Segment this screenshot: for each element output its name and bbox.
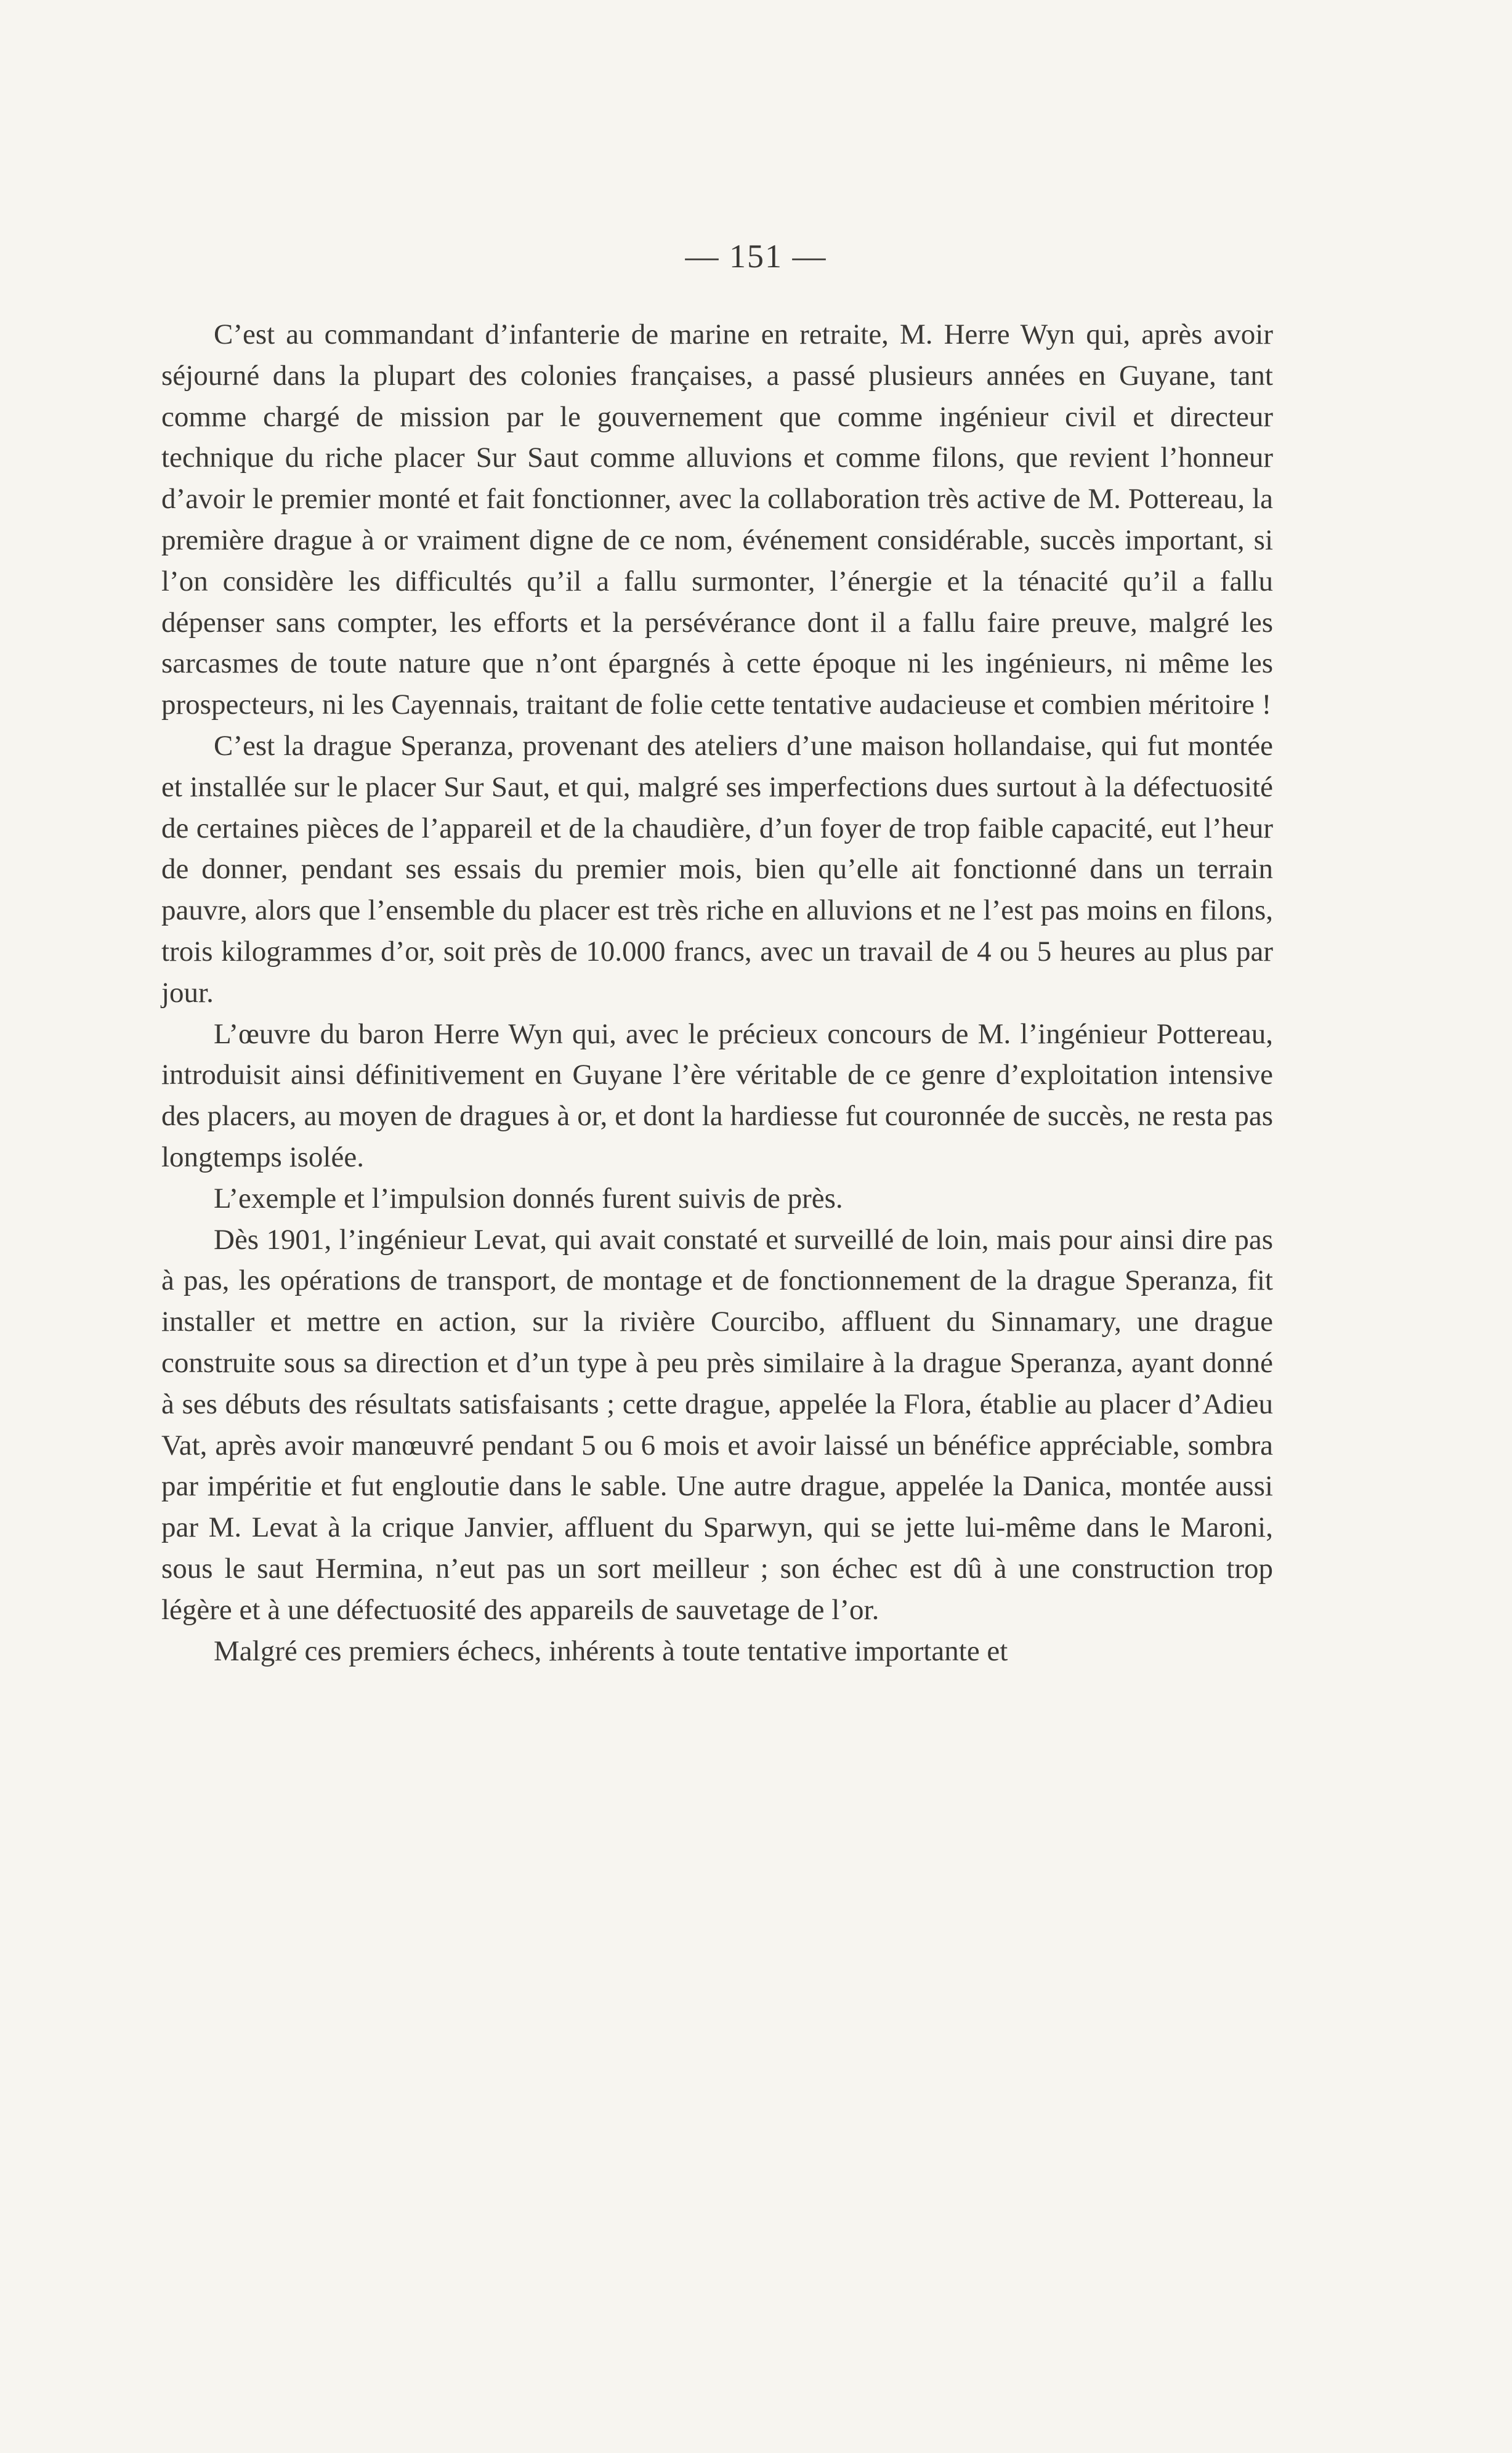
paragraph-5: Dès 1901, l’ingénieur Levat, qui avait constaté et surveillé de loin, mais pour ainsi dire pas à pas, les opérations de transport, de montage et de fonctionnement de la drague Speranza, fit installer et mettre en action, sur la rivière Courcibo, affluent du Sinnamary, une drague construite sous sa direction et d’un type à peu près similaire à la drague Speranza, ayant donné à ses débuts des résultats satisfaisants ; cette drague, appelée la Flora, établie au placer d’Adieu Vat, après avoir manœuvré pendant 5 ou 6 mois et avoir laissé un bénéfice appréciable, sombra par impéritie et fut engloutie dans le sable. Une autre drague, appelée la Danica, montée aussi par M. Levat à la crique Janvier, affluent du Sparwyn, qui se jette lui-même dans le Maroni, sous le saut Hermina, n’eut pas un sort meilleur ; son échec est dû à une construction trop légère et à une défectuosité des appareils de sauvetage de l’or. — [161, 1223, 1273, 1626]
paragraph-2: C’est la drague Speranza, provenant des ateliers d’une maison hollandaise, qui fut montée et installée sur le placer Sur Saut, et qui, malgré ses imperfections dues surtout à la défectuosité de certaines pièces de l’appareil et de la chaudière, d’un foyer de trop faible capacité, eut l’heur de donner, pendant ses essais du premier mois, bien qu’elle ait fonctionné dans un terrain pauvre, alors que l’ensemble du placer est très riche en alluvions et ne l’est pas moins en filons, trois kilogrammes d’or, soit près de 10.000 francs, avec un travail de 4 ou 5 heures au plus par jour. — [161, 729, 1273, 1009]
page-number: — 151 — — [685, 238, 827, 275]
paragraph-1: C’est au commandant d’infanterie de marine en retraite, M. Herre Wyn qui, après avoir séjourné dans la plupart des colonies françaises, a passé plusieurs années en Guyane, tant comme chargé de mission par le gouvernement que comme ingénieur civil et directeur technique du riche placer Sur Saut comme alluvions et comme filons, que revient l’honneur d’avoir le premier monté et fait fonctionner, avec la collaboration très active de M. Pottereau, la première drague à or vraiment digne de ce nom, événement considérable, succès important, si l’on considère les difficultés qu’il a fallu surmonter, l’énergie et la ténacité qu’il a fallu dépenser sans compter, les efforts et la persévérance dont il a fallu faire preuve, malgré les sarcasmes de toute nature que n’ont épargnés à cette époque ni les ingénieurs, ni même les prospecteurs, ni les Cayennais, traitant de folie cette tentative audacieuse et combien méritoire ! — [161, 318, 1273, 721]
paragraph-3: L’œuvre du baron Herre Wyn qui, avec le précieux concours de M. l’ingénieur Pottereau, introduisit ainsi définitivement en Guyane l’ère véritable de ce genre d’exploitation intensive des placers, au moyen de dragues à or, et dont la hardiesse fut couronnée de succès, ne resta pas longtemps isolée. — [161, 1017, 1273, 1173]
paragraph-6: Malgré ces premiers échecs, inhérents à toute tentative importante et — [214, 1635, 1008, 1667]
paragraph-4: L’exemple et l’impulsion donnés furent suivis de près. — [214, 1182, 843, 1214]
body-text — [161, 314, 1273, 1671]
